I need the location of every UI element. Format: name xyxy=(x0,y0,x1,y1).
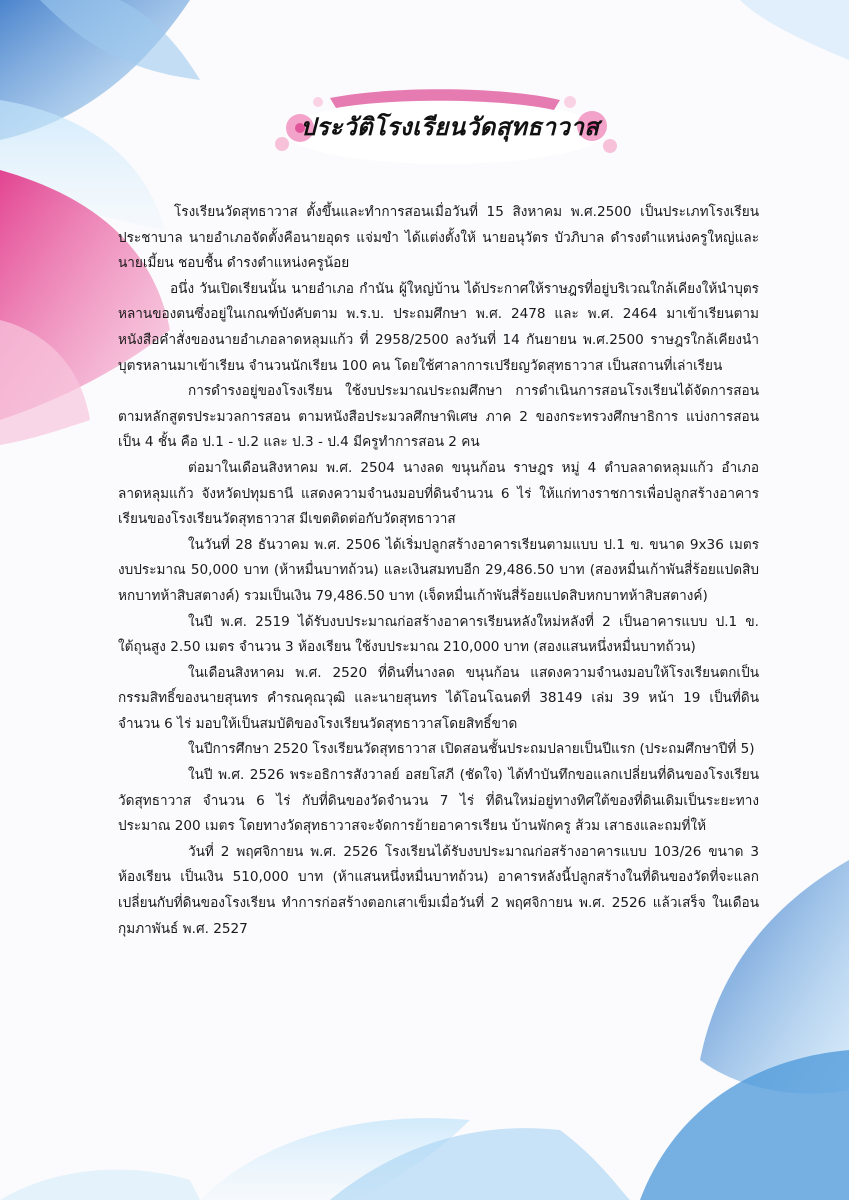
paragraph: อนึ่ง วันเปิดเรียนนั้น นายอำเภอ กำนัน ผู้ใหญ่บ้าน ได้ประกาศให้ราษฎรที่อยู่บริเวณใกล้เคียงให้นำบุตรหลานของตนซึ่งอยู่ในเกณฑ์บังคับตาม พ.ร.บ. ประถมศึกษา พ.ศ. 2478 และ พ.ศ. 2464 มาเข้าเรียนตามหนังสือคำสั่งของนายอำเภอลาดหลุมแก้ว ที่ 2958/2500 ลงวันที่ 14 กันยายน พ.ศ.2500 ราษฎรใกล้เคียงนำบุตรหลานมาเข้าเรียน จำนวนนักเรียน 100 คน โดยใช้ศาลาการเปรียญวัดสุทธาวาส เป็นสถานที่เล่าเรียน xyxy=(118,280,759,374)
page-title: ประวัติโรงเรียนวัดสุทธาวาส xyxy=(300,112,600,141)
paragraph: โรงเรียนวัดสุทธาวาส ตั้งขึ้นและทำการสอนเมื่อวันที่ 15 สิงหาคม พ.ศ.2500 เป็นประเภทโรงเรียนประชาบาล นายอำเภอจัดตั้งคือนายอุดร แจ่มขำ ได้แต่งตั้งให้ นายอนุวัตร บัวภิบาล ดำรงตำแหน่งครูใหญ่และนายเมี้ยน ชอบชื้น ดำรงตำแหน่งครูน้อย xyxy=(118,204,759,272)
paragraph: ในปี พ.ศ. 2526 พระอธิการสังวาลย์ อสยโสภี (ชัดใจ) ได้ทำบันทึกขอแลกเปลี่ยนที่ดินของโรงเรียนวัดสุทธาวาส จำนวน 6 ไร่ กับที่ดินของวัดจำนวน 7 ไร่ ที่ดินใหม่อยู่ทางทิศใต้ของที่ดินเดิมเป็นระยะทางประมาณ 200 เมตร โดยทางวัดสุทธาวาสจะจัดการย้ายอาคารเรียน บ้านพักครู ส้วม เสาธงและถมที่ให้ xyxy=(118,767,759,835)
paragraph: ในวันที่ 28 ธันวาคม พ.ศ. 2506 ได้เริ่มปลูกสร้างอาคารเรียนตามแบบ ป.1 ข. ขนาด 9x36 เมตร งบประมาณ 50,000 บาท (ห้าหมื่นบาทถ้วน) และเงินสมทบอีก 29,486.50 บาท (สองหมื่นเก้าพันสี่ร้อยแปดสิบหกบาทห้าสิบสตางค์) รวมเป็นเงิน 79,486.50 บาท (เจ็ดหมื่นเก้าพันสี่ร้อยแปดสิบหกบาทห้าสิบสตางค์) xyxy=(118,536,759,604)
paragraph: การดำรงอยู่ของโรงเรียน ใช้งบประมาณประถมศึกษา การดำเนินการสอนโรงเรียนได้จัดการสอนตามหลักสูตรประมวลการสอน ตามหนังสือประมวลศึกษาพิเศษ ภาค 2 ของกระทรวงศึกษาธิการ แบ่งการสอนเป็น 4 ชั้น คือ ป.1 - ป.2 และ ป.3 - ป.4 มีครูทำการสอน 2 คน xyxy=(118,383,759,451)
paragraph: ในปี พ.ศ. 2519 ได้รับงบประมาณก่อสร้างอาคารเรียนหลังใหม่หลังที่ 2 เป็นอาคารแบบ ป.1 ข. ใต้ถุนสูง 2.50 เมตร จำนวน 3 ห้องเรียน ใช้งบประมาณ 210,000 บาท (สองแสนหนึ่งหมื่นบาทถ้วน) xyxy=(118,613,759,656)
paragraph: ต่อมาในเดือนสิงหาคม พ.ศ. 2504 นางลด ขนุนก้อน ราษฎร หมู่ 4 ตำบลลาดหลุมแก้ว อำเภอลาดหลุมแก้ว จังหวัดปทุมธานี แสดงความจำนงมอบที่ดินจำนวน 6 ไร่ ให้แก่ทางราชการเพื่อปลูกสร้างอาคารเรียนของโรงเรียนวัดสุทธาวาส มีเขตติดต่อกับวัดสุทธาวาส xyxy=(118,459,759,528)
paragraph: ในเดือนสิงหาคม พ.ศ. 2520 ที่ดินที่นางลด ขนุนก้อน แสดงความจำนงมอบให้โรงเรียนตกเป็นกรรมสิทธิ์ของนายสุนทร คำรณคุณวุฒิ และนายสุนทร ได้โอนโฉนดที่ 38149 เล่ม 39 หน้า 19 เป็นที่ดินจำนวน 6 ไร่ มอบให้เป็นสมบัติของโรงเรียนวัดสุทธาวาสโดยสิทธิ์ขาด xyxy=(118,664,759,732)
paragraph: วันที่ 2 พฤศจิกายน พ.ศ. 2526 โรงเรียนได้รับงบประมาณก่อสร้างอาคารแบบ 103/26 ขนาด 3 ห้องเรียน เป็นเงิน 510,000 บาท (ห้าแสนหนึ่งหมื่นบาทถ้วน) อาคารหลังนี้ปลูกสร้างในที่ดินของวัดที่จะแลกเปลี่ยนกับที่ดินของโรงเรียน ทำการก่อสร้างตอกเสาเข็มเมื่อวันที่ 2 พฤศจิกายน พ.ศ. 2526 แล้วเสร็จ ในเดือนกุมภาพันธ์ พ.ศ. 2527 xyxy=(118,843,759,937)
document-body xyxy=(118,200,759,942)
paragraph: ในปีการศึกษา 2520 โรงเรียนวัดสุทธาวาส เปิดสอนชั้นประถมปลายเป็นปีแรก (ประถมศึกษาปีที่ 5) xyxy=(188,741,755,758)
